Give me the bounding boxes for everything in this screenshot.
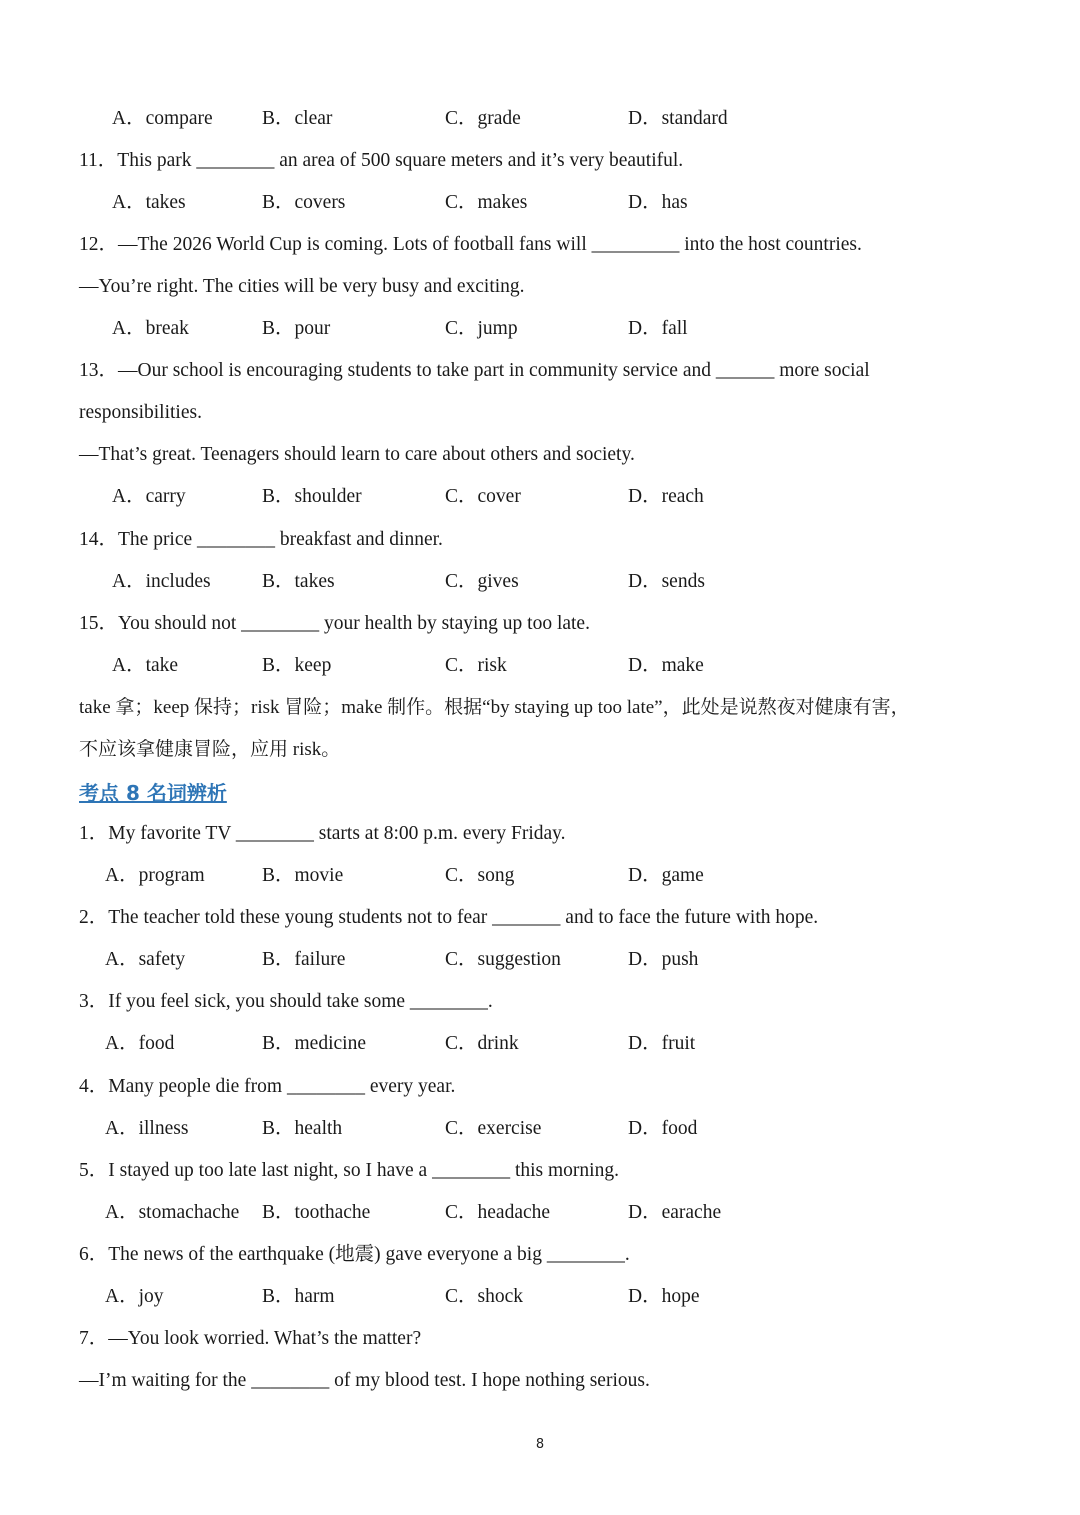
options-row — [0, 317, 1080, 341]
question-15: 15．You should not ________ your health by staying up too late. — [79, 613, 590, 634]
option-d: D．fruit — [628, 1033, 696, 1054]
option-c: C．song — [445, 865, 515, 886]
explanation-cont: 不应该拿健康冒险，应用 risk。 — [79, 739, 341, 760]
option-a: A．illness — [105, 1118, 189, 1139]
noun-question-7-reply: —I’m waiting for the ________ of my blood test. I hope nothing serious. — [79, 1370, 650, 1391]
option-a: A．stomachache — [105, 1202, 240, 1223]
question-11: 11．This park ________ an area of 500 square meters and it’s very beautiful. — [79, 150, 684, 171]
options-row — [0, 1285, 1080, 1309]
options-row — [0, 485, 1080, 509]
option-d: D．push — [628, 949, 699, 970]
option-d: D．earache — [628, 1202, 722, 1223]
option-a: A．compare — [112, 108, 213, 129]
option-c: C．suggestion — [445, 949, 561, 970]
option-b: B．shoulder — [262, 486, 362, 507]
option-b: B．covers — [262, 192, 346, 213]
option-a: A．safety — [105, 949, 186, 970]
option-c: C．headache — [445, 1202, 551, 1223]
options-row — [0, 1032, 1080, 1056]
option-a: A．includes — [112, 571, 211, 592]
option-b: B．takes — [262, 571, 335, 592]
option-d: D．hope — [628, 1286, 700, 1307]
options-row — [0, 570, 1080, 594]
option-b: B．keep — [262, 655, 332, 676]
option-a: A．take — [112, 655, 179, 676]
noun-question-4: 4．Many people die from ________ every year. — [79, 1076, 456, 1097]
question-14: 14．The price ________ breakfast and dinner. — [79, 529, 443, 550]
option-b: B．clear — [262, 108, 333, 129]
question-12: 12．—The 2026 World Cup is coming. Lots of football fans will _________ into the host countries. — [79, 234, 862, 255]
option-b: B．health — [262, 1118, 343, 1139]
option-a: A．break — [112, 318, 189, 339]
options-row — [0, 1201, 1080, 1225]
question-12-reply: —You’re right. The cities will be very busy and exciting. — [79, 276, 525, 297]
option-c: C．grade — [445, 108, 521, 129]
noun-question-1: 1．My favorite TV ________ starts at 8:00 p.m. every Friday. — [79, 823, 566, 844]
option-a: A．takes — [112, 192, 186, 213]
options-row — [0, 864, 1080, 888]
options-row — [0, 191, 1080, 215]
option-d: D．make — [628, 655, 704, 676]
option-c: C．drink — [445, 1033, 519, 1054]
option-d: D．reach — [628, 486, 704, 507]
explanation: take 拿；keep 保持；risk 冒险；make 制作。根据“by staying up too late”，此处是说熬夜对健康有害， — [79, 697, 910, 718]
options-row — [0, 654, 1080, 678]
noun-question-6: 6．The news of the earthquake (地震) gave everyone a big ________. — [79, 1244, 630, 1265]
option-b: B．failure — [262, 949, 346, 970]
noun-question-2: 2．The teacher told these young students not to fear _______ and to face the future with hope. — [79, 907, 819, 928]
noun-question-7: 7．—You look worried. What’s the matter? — [79, 1328, 422, 1349]
option-b: B．toothache — [262, 1202, 371, 1223]
option-d: D．fall — [628, 318, 688, 339]
question-13-reply: —That’s great. Teenagers should learn to care about others and society. — [79, 444, 635, 465]
noun-question-3: 3．If you feel sick, you should take some ________. — [79, 991, 493, 1012]
option-c: C．shock — [445, 1286, 524, 1307]
option-b: B．medicine — [262, 1033, 366, 1054]
question-13: 13．—Our school is encouraging students to take part in community service and ______ more social — [79, 360, 870, 381]
option-a: A．carry — [112, 486, 186, 507]
option-b: B．movie — [262, 865, 344, 886]
noun-question-5: 5．I stayed up too late last night, so I have a ________ this morning. — [79, 1160, 619, 1181]
option-c: C．risk — [445, 655, 507, 676]
option-d: D．has — [628, 192, 688, 213]
option-c: C．makes — [445, 192, 528, 213]
option-b: B．harm — [262, 1286, 335, 1307]
option-a: A．joy — [105, 1286, 164, 1307]
option-d: D．food — [628, 1118, 698, 1139]
options-row — [0, 948, 1080, 972]
option-a: A．program — [105, 865, 205, 886]
section-heading: 考点 8 名词辨析 — [79, 781, 227, 805]
option-d: D．standard — [628, 108, 728, 129]
question-13-cont: responsibilities. — [79, 402, 202, 423]
options-row — [0, 107, 1080, 131]
option-b: B．pour — [262, 318, 331, 339]
options-row — [0, 1117, 1080, 1141]
option-a: A．food — [105, 1033, 175, 1054]
page-number: 8 — [535, 1437, 545, 1452]
option-c: C．cover — [445, 486, 521, 507]
option-c: C．jump — [445, 318, 518, 339]
option-c: C．gives — [445, 571, 519, 592]
option-c: C．exercise — [445, 1118, 542, 1139]
option-d: D．game — [628, 865, 704, 886]
option-d: D．sends — [628, 571, 705, 592]
